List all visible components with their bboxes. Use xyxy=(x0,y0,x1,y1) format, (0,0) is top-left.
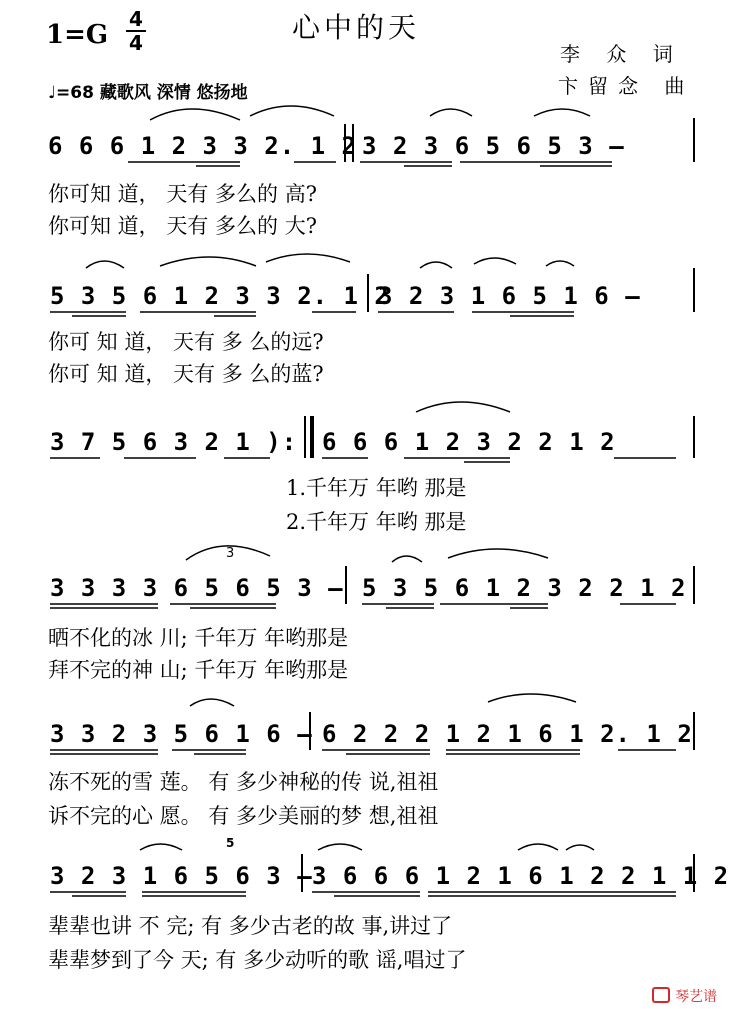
key-signature: 1=G xyxy=(46,20,109,50)
row-3-lyric-2: 2.千年万 年哟 那是 xyxy=(286,510,467,534)
row-6-lyric-2: 辈辈梦到了今 天; 有 多少动听的歌 谣,唱过了 xyxy=(48,948,467,972)
row-5-lyric-2: 诉不完的心 愿。 有 多少美丽的梦 想,祖祖 xyxy=(48,804,439,828)
time-signature xyxy=(126,9,146,53)
row-2-lyric-2: 你可 知 道， 天有 多 么的蓝? xyxy=(48,362,324,386)
row-3-notes-left: 3 7 5 6 3 2 1 ): xyxy=(50,428,298,456)
row-3-lyric-1: 1.千年万 年哟 那是 xyxy=(286,476,467,500)
row-2-notes-right: 3 2 3 1 6 5 1 6 – xyxy=(378,282,641,310)
time-bottom: 4 xyxy=(129,31,143,55)
watermark-text: 琴艺谱 xyxy=(675,989,718,1005)
logo-icon xyxy=(652,987,670,1003)
triplet-mark: 3 xyxy=(226,546,235,561)
song-title: 心中的天 xyxy=(292,11,421,44)
row-5-lyric-1: 冻不死的雪 莲。 有 多少神秘的传 说,祖祖 xyxy=(48,770,439,794)
row-6-lyric-1: 辈辈也讲 不 完; 有 多少古老的故 事,讲过了 xyxy=(48,914,453,938)
row-5-notes-right: 6 2 2 2 1 2 1 6 1 2. 1 2 xyxy=(322,720,693,748)
row-4-notes-left: 3 3 3 3 6 5 6 5 3 – xyxy=(50,574,344,602)
row-1-lyric-2: 你可知 道， 天有 多么的 大? xyxy=(48,214,317,238)
row-4-notes-right: 5 3 5 6 1 2 3 2 2 1 2 xyxy=(362,574,687,602)
row-2-notes-left: 5 3 5 6 1 2 3 3 2. 1 2 xyxy=(50,282,390,310)
grace-note: 5 xyxy=(226,836,235,850)
time-top: 4 xyxy=(129,7,143,31)
row-1-lyric-1: 你可知 道， 天有 多么的 高? xyxy=(48,182,317,206)
composer-credit: 卞留念 曲 xyxy=(558,74,695,98)
row-2-lyric-1: 你可 知 道， 天有 多 么的远? xyxy=(48,330,324,354)
row-1-notes-left: 6 6 6 1 2 3 3 2. 1 2 xyxy=(48,132,357,160)
tempo-marking: ♩=68 藏歌风 深情 悠扬地 xyxy=(48,83,248,103)
row-4-lyric-1: 晒不化的冰 川; 千年万 年哟那是 xyxy=(48,626,349,650)
watermark xyxy=(652,986,717,1006)
lyricist-credit: 李 众 词 xyxy=(560,42,683,66)
row-4-lyric-2: 拜不完的神 山; 千年万 年哟那是 xyxy=(48,658,349,682)
row-6-notes-right: 3 6 6 6 1 2 1 6 1 2 2 1 1 2 xyxy=(312,862,730,890)
row-5-notes-left: 3 3 2 3 5 6 1 6 – xyxy=(50,720,313,748)
row-1-notes-right: 3 2 3 6 5 6 5 3 – xyxy=(362,132,625,160)
row-3-notes-right: 6 6 6 1 2 3 2 2 1 2 xyxy=(322,428,616,456)
row-6-notes-left: 3 2 3 1 6 5 6 3 – xyxy=(50,862,313,890)
